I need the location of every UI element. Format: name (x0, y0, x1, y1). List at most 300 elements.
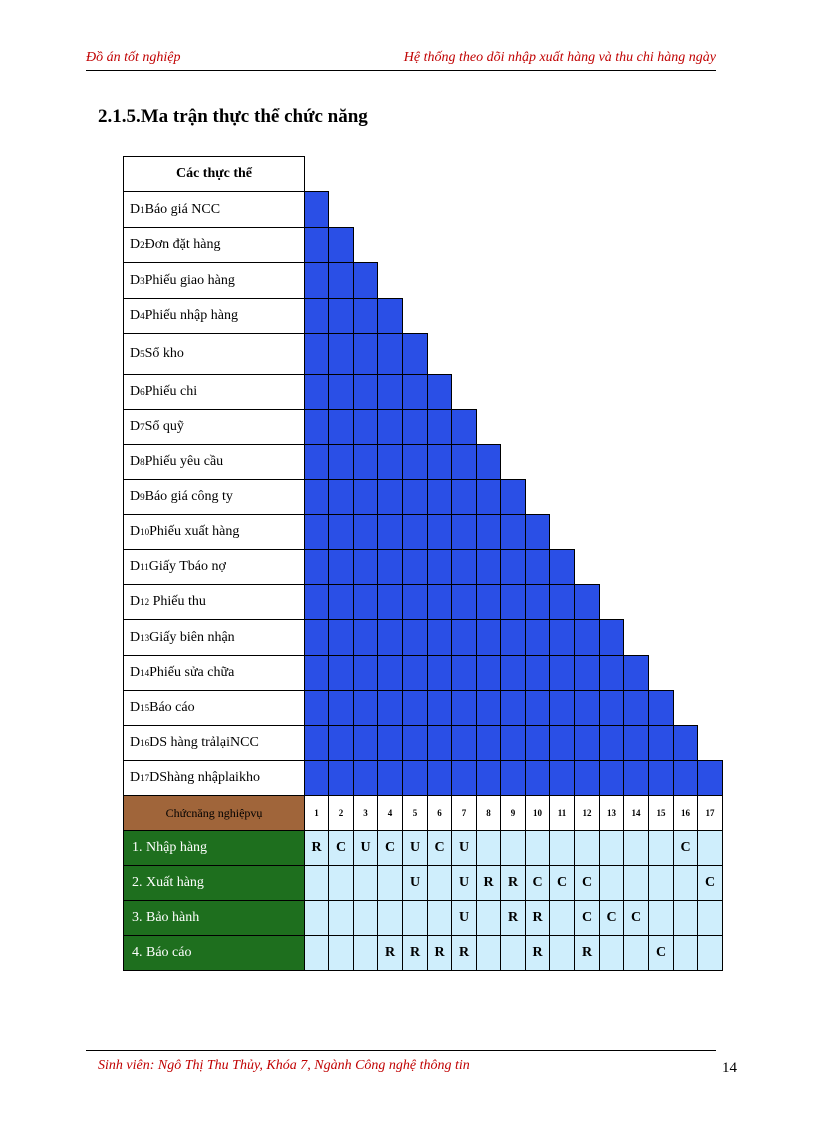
entity-index: 17 (140, 773, 150, 783)
crud-cell (599, 865, 624, 901)
matrix-fill-cell (549, 549, 575, 585)
matrix-fill-cell (304, 191, 329, 228)
column-number: 12 (574, 795, 600, 831)
matrix-fill-cell (549, 619, 575, 656)
entity-index: 5 (140, 349, 145, 359)
matrix-fill-cell (427, 514, 452, 550)
matrix-fill-cell (328, 374, 354, 410)
entity-prefix: D (130, 735, 141, 750)
entity-label (123, 619, 305, 656)
matrix-fill-cell (476, 479, 501, 515)
matrix-fill-cell (402, 374, 428, 410)
matrix-fill-cell (328, 619, 354, 656)
crud-cell: R (451, 935, 477, 971)
crud-cell (623, 935, 649, 971)
entity-label (123, 374, 305, 410)
crud-cell: C (648, 935, 674, 971)
matrix-fill-cell (574, 655, 600, 691)
function-label: 1. Nhập hàng (123, 830, 305, 866)
column-number: 5 (402, 795, 428, 831)
crud-cell (623, 865, 649, 901)
column-number: 3 (353, 795, 378, 831)
matrix-fill-cell (402, 549, 428, 585)
matrix-fill-cell (402, 444, 428, 480)
entity-name: Sổ quỹ (144, 419, 184, 434)
matrix-fill-cell (377, 725, 403, 761)
header-right: Hệ thống theo dõi nhập xuất hàng và thu chi hàng ngày (403, 50, 716, 65)
crud-cell (599, 935, 624, 971)
matrix-fill-cell (377, 333, 403, 375)
matrix-fill-cell (328, 514, 354, 550)
crud-cell (353, 900, 378, 936)
entity-prefix: D (130, 419, 141, 434)
matrix-fill-cell (328, 262, 354, 299)
crud-cell (476, 935, 501, 971)
matrix-fill-cell (549, 760, 575, 796)
crud-cell: U (451, 900, 477, 936)
crud-cell: R (402, 935, 428, 971)
crud-cell (427, 865, 452, 901)
function-label: 3. Bảo hành (123, 900, 305, 936)
matrix-fill-cell (476, 619, 501, 656)
entity-prefix: D (130, 629, 141, 645)
entity-name: Phiếu giao hàng (144, 272, 235, 288)
matrix-fill-cell (451, 655, 477, 691)
entity-name: Phiếu sửa chữa (149, 665, 235, 680)
matrix-fill-cell (328, 227, 354, 263)
matrix-fill-cell (427, 760, 452, 796)
matrix-fill-cell (525, 584, 550, 620)
matrix-fill-cell (500, 690, 526, 726)
matrix-fill-cell (427, 584, 452, 620)
matrix-fill-cell (304, 444, 329, 480)
column-number: 2 (328, 795, 354, 831)
matrix-fill-cell (328, 690, 354, 726)
crud-cell: R (574, 935, 600, 971)
crud-cell (353, 935, 378, 971)
entity-index: 6 (140, 387, 145, 397)
matrix-fill-cell (476, 760, 501, 796)
crud-cell: C (623, 900, 649, 936)
matrix-fill-cell (304, 549, 329, 585)
matrix-fill-cell (353, 619, 378, 656)
entity-prefix: D (130, 770, 141, 785)
matrix-fill-cell (353, 333, 378, 375)
matrix-fill-cell (648, 690, 674, 726)
matrix-fill-cell (599, 725, 624, 761)
matrix-fill-cell (427, 374, 452, 410)
matrix-fill-cell (574, 584, 600, 620)
matrix-fill-cell (402, 479, 428, 515)
crud-cell: U (402, 830, 428, 866)
matrix-fill-cell (500, 584, 526, 620)
matrix-fill-cell (451, 444, 477, 480)
crud-cell (673, 865, 698, 901)
header-left: Đồ án tốt nghiệp (86, 50, 181, 65)
entity-name: Phiếu chi (144, 384, 198, 399)
matrix-fill-cell (304, 409, 329, 445)
crud-cell (549, 830, 575, 866)
matrix-fill-cell (476, 725, 501, 761)
entity-prefix: D (130, 665, 141, 680)
column-number: 13 (599, 795, 624, 831)
matrix-fill-cell (328, 725, 354, 761)
crud-cell (377, 865, 403, 901)
section-title: 2.1.5.Ma trận thực thể chức năng (98, 106, 368, 127)
entity-label (123, 725, 305, 761)
crud-cell: C (377, 830, 403, 866)
column-number: 14 (623, 795, 649, 831)
matrix-fill-cell (377, 690, 403, 726)
crud-cell (599, 830, 624, 866)
entity-index: 4 (140, 311, 145, 321)
crud-cell: R (500, 865, 526, 901)
crud-cell: C (525, 865, 550, 901)
crud-cell (353, 865, 378, 901)
crud-cell (328, 900, 354, 936)
entity-index: 16 (140, 738, 150, 748)
crud-cell (328, 865, 354, 901)
matrix-fill-cell (328, 584, 354, 620)
matrix-fill-cell (427, 725, 452, 761)
matrix-fill-cell (377, 479, 403, 515)
matrix-fill-cell (500, 479, 526, 515)
matrix-fill-cell (353, 584, 378, 620)
matrix-fill-cell (451, 549, 477, 585)
matrix-fill-cell (304, 655, 329, 691)
entity-name: Phiếu yêu cầu (144, 454, 224, 469)
crud-cell: R (525, 900, 550, 936)
entity-index: 13 (140, 632, 150, 643)
entity-index: 12 (140, 597, 150, 607)
entity-label (123, 409, 305, 445)
matrix-fill-cell (427, 409, 452, 445)
column-number: 17 (697, 795, 723, 831)
entity-label (123, 444, 305, 480)
page-number: 14 (722, 1060, 737, 1076)
entities-header: Các thực thể (123, 156, 305, 192)
entity-prefix: D (130, 700, 141, 715)
matrix-fill-cell (599, 655, 624, 691)
crud-cell (673, 900, 698, 936)
crud-cell (500, 935, 526, 971)
matrix-fill-cell (500, 514, 526, 550)
crud-cell: R (500, 900, 526, 936)
matrix-fill-cell (451, 690, 477, 726)
matrix-fill-cell (476, 444, 501, 480)
entity-name: DShàng nhậplaikho (149, 770, 260, 785)
matrix-fill-cell (427, 479, 452, 515)
entity-label (123, 191, 305, 228)
matrix-fill-cell (451, 760, 477, 796)
matrix-fill-cell (304, 690, 329, 726)
entity-prefix: D (130, 524, 141, 539)
crud-cell (500, 830, 526, 866)
entity-prefix: D (130, 308, 141, 323)
matrix-fill-cell (353, 298, 378, 334)
crud-cell (697, 830, 723, 866)
matrix-fill-cell (549, 584, 575, 620)
matrix-fill-cell (549, 655, 575, 691)
matrix-fill-cell (328, 479, 354, 515)
matrix-fill-cell (377, 514, 403, 550)
matrix-fill-cell (353, 409, 378, 445)
entity-name: Phiếu nhập hàng (144, 308, 238, 323)
matrix-fill-cell (574, 760, 600, 796)
matrix-fill-cell (451, 409, 477, 445)
matrix-fill-cell (623, 725, 649, 761)
matrix-fill-cell (353, 690, 378, 726)
crud-cell (476, 830, 501, 866)
matrix-fill-cell (427, 690, 452, 726)
matrix-fill-cell (427, 619, 452, 656)
entity-index: 1 (140, 204, 145, 215)
matrix-fill-cell (500, 655, 526, 691)
entity-name: Báo giá công ty (144, 489, 233, 504)
matrix-fill-cell (353, 374, 378, 410)
matrix-fill-cell (377, 619, 403, 656)
matrix-fill-cell (402, 725, 428, 761)
entity-index: 14 (140, 668, 150, 678)
matrix-fill-cell (476, 690, 501, 726)
matrix-fill-cell (304, 514, 329, 550)
crud-cell (304, 865, 329, 901)
matrix-fill-cell (304, 619, 329, 656)
matrix-fill-cell (377, 444, 403, 480)
matrix-fill-cell (402, 619, 428, 656)
matrix-fill-cell (402, 514, 428, 550)
entity-label (123, 298, 305, 334)
entity-label (123, 262, 305, 299)
matrix-fill-cell (353, 514, 378, 550)
entity-label (123, 549, 305, 585)
entity-name: Đơn đặt hàng (144, 237, 221, 252)
column-number: 4 (377, 795, 403, 831)
entity-label (123, 690, 305, 726)
crud-cell: C (673, 830, 698, 866)
matrix-fill-cell (599, 760, 624, 796)
crud-cell (549, 900, 575, 936)
entity-label (123, 655, 305, 691)
matrix-fill-cell (451, 514, 477, 550)
matrix-fill-cell (353, 444, 378, 480)
entity-name: Báo giá NCC (144, 201, 221, 217)
entity-prefix: D (130, 201, 141, 217)
entity-label (123, 760, 305, 796)
entity-prefix: D (130, 272, 141, 288)
entity-name: DS hàng trảlạiNCC (149, 735, 259, 750)
column-number: 1 (304, 795, 329, 831)
crud-cell: C (549, 865, 575, 901)
matrix-fill-cell (574, 725, 600, 761)
matrix-fill-cell (304, 479, 329, 515)
column-number: 6 (427, 795, 452, 831)
crud-cell: R (304, 830, 329, 866)
crud-cell (427, 900, 452, 936)
entity-index: 9 (140, 492, 145, 502)
matrix-fill-cell (525, 619, 550, 656)
entity-prefix: D (130, 384, 141, 399)
matrix-fill-cell (304, 374, 329, 410)
function-label: 4. Báo cáo (123, 935, 305, 971)
crud-cell: U (353, 830, 378, 866)
matrix-fill-cell (353, 262, 378, 299)
entity-label (123, 514, 305, 550)
entity-index: 8 (140, 457, 145, 467)
matrix-fill-cell (304, 227, 329, 263)
entity-index: 10 (140, 527, 150, 537)
matrix-fill-cell (574, 690, 600, 726)
crud-cell (328, 935, 354, 971)
crud-cell (673, 935, 698, 971)
column-number: 16 (673, 795, 698, 831)
matrix-fill-cell (525, 549, 550, 585)
matrix-fill-cell (377, 584, 403, 620)
crud-cell (648, 865, 674, 901)
crud-cell (623, 830, 649, 866)
matrix-fill-cell (304, 725, 329, 761)
matrix-fill-cell (525, 514, 550, 550)
crud-cell: C (328, 830, 354, 866)
crud-cell: R (525, 935, 550, 971)
matrix-fill-cell (500, 549, 526, 585)
matrix-fill-cell (304, 262, 329, 299)
crud-cell (476, 900, 501, 936)
entity-prefix: D (130, 594, 141, 609)
entity-prefix: D (130, 559, 141, 574)
matrix-fill-cell (549, 725, 575, 761)
crud-cell: C (574, 900, 600, 936)
entity-prefix: D (130, 237, 141, 252)
crud-cell: C (599, 900, 624, 936)
matrix-fill-cell (525, 655, 550, 691)
crud-cell (574, 830, 600, 866)
matrix-fill-cell (328, 549, 354, 585)
matrix-fill-cell (402, 760, 428, 796)
matrix-fill-cell (451, 479, 477, 515)
matrix-fill-cell (304, 333, 329, 375)
matrix-fill-cell (304, 298, 329, 334)
matrix-fill-cell (377, 760, 403, 796)
matrix-fill-cell (328, 409, 354, 445)
column-number: 10 (525, 795, 550, 831)
crud-cell: U (451, 865, 477, 901)
matrix-fill-cell (525, 760, 550, 796)
matrix-fill-cell (476, 584, 501, 620)
matrix-fill-cell (377, 409, 403, 445)
crud-cell (377, 900, 403, 936)
entity-label (123, 479, 305, 515)
entity-prefix: D (130, 489, 141, 504)
entity-name: Báo cáo (149, 700, 195, 715)
matrix-fill-cell (648, 725, 674, 761)
crud-cell (549, 935, 575, 971)
matrix-fill-cell (353, 725, 378, 761)
entity-label (123, 333, 305, 375)
entity-index: 11 (140, 562, 149, 572)
matrix-fill-cell (476, 514, 501, 550)
entity-label (123, 227, 305, 263)
crud-cell (304, 900, 329, 936)
matrix-fill-cell (451, 619, 477, 656)
matrix-fill-cell (353, 549, 378, 585)
footer-student: Sinh viên: Ngô Thị Thu Thủy, Khóa 7, Ngành Công nghệ thông tin (98, 1058, 470, 1073)
crud-cell (304, 935, 329, 971)
matrix-fill-cell (328, 333, 354, 375)
entity-name: Sổ kho (144, 346, 184, 361)
functions-header: Chứcnăng nghiệpvụ (123, 795, 305, 831)
column-number: 15 (648, 795, 674, 831)
crud-cell (697, 935, 723, 971)
matrix-fill-cell (328, 298, 354, 334)
entity-name: Phiếu xuất hàng (149, 524, 240, 539)
matrix-fill-cell (353, 760, 378, 796)
function-label: 2. Xuất hàng (123, 865, 305, 901)
entity-index: 7 (140, 422, 145, 432)
column-number: 8 (476, 795, 501, 831)
entity-prefix: D (130, 454, 141, 469)
entity-index: 2 (140, 240, 145, 250)
matrix-fill-cell (623, 655, 649, 691)
crud-cell: C (427, 830, 452, 866)
column-number: 7 (451, 795, 477, 831)
matrix-fill-cell (377, 374, 403, 410)
matrix-fill-cell (574, 619, 600, 656)
matrix-fill-cell (328, 655, 354, 691)
crud-cell: R (377, 935, 403, 971)
footer-divider (86, 1050, 716, 1051)
matrix-fill-cell (673, 760, 698, 796)
column-number: 11 (549, 795, 575, 831)
crud-cell (648, 900, 674, 936)
matrix-fill-cell (673, 725, 698, 761)
matrix-fill-cell (377, 655, 403, 691)
entity-name: Giấy biên nhận (149, 629, 235, 645)
matrix-fill-cell (451, 725, 477, 761)
crud-cell: R (427, 935, 452, 971)
matrix-fill-cell (623, 760, 649, 796)
matrix-fill-cell (476, 549, 501, 585)
crud-cell: C (574, 865, 600, 901)
matrix-fill-cell (402, 584, 428, 620)
matrix-fill-cell (353, 479, 378, 515)
matrix-fill-cell (377, 298, 403, 334)
matrix-fill-cell (402, 409, 428, 445)
matrix-fill-cell (599, 690, 624, 726)
matrix-fill-cell (328, 444, 354, 480)
crud-cell: U (402, 865, 428, 901)
matrix-fill-cell (402, 690, 428, 726)
matrix-fill-cell (500, 619, 526, 656)
matrix-fill-cell (500, 725, 526, 761)
matrix-fill-cell (476, 655, 501, 691)
column-number: 9 (500, 795, 526, 831)
entity-name: Giấy Tbáo nợ (148, 559, 226, 574)
matrix-fill-cell (402, 333, 428, 375)
matrix-fill-cell (697, 760, 723, 796)
matrix-fill-cell (525, 690, 550, 726)
matrix-fill-cell (304, 584, 329, 620)
crud-cell (697, 900, 723, 936)
matrix-fill-cell (648, 760, 674, 796)
matrix-fill-cell (353, 655, 378, 691)
entity-index: 3 (140, 275, 145, 286)
matrix-fill-cell (377, 549, 403, 585)
matrix-fill-cell (427, 655, 452, 691)
matrix-fill-cell (525, 725, 550, 761)
crud-cell (402, 900, 428, 936)
crud-cell (525, 830, 550, 866)
